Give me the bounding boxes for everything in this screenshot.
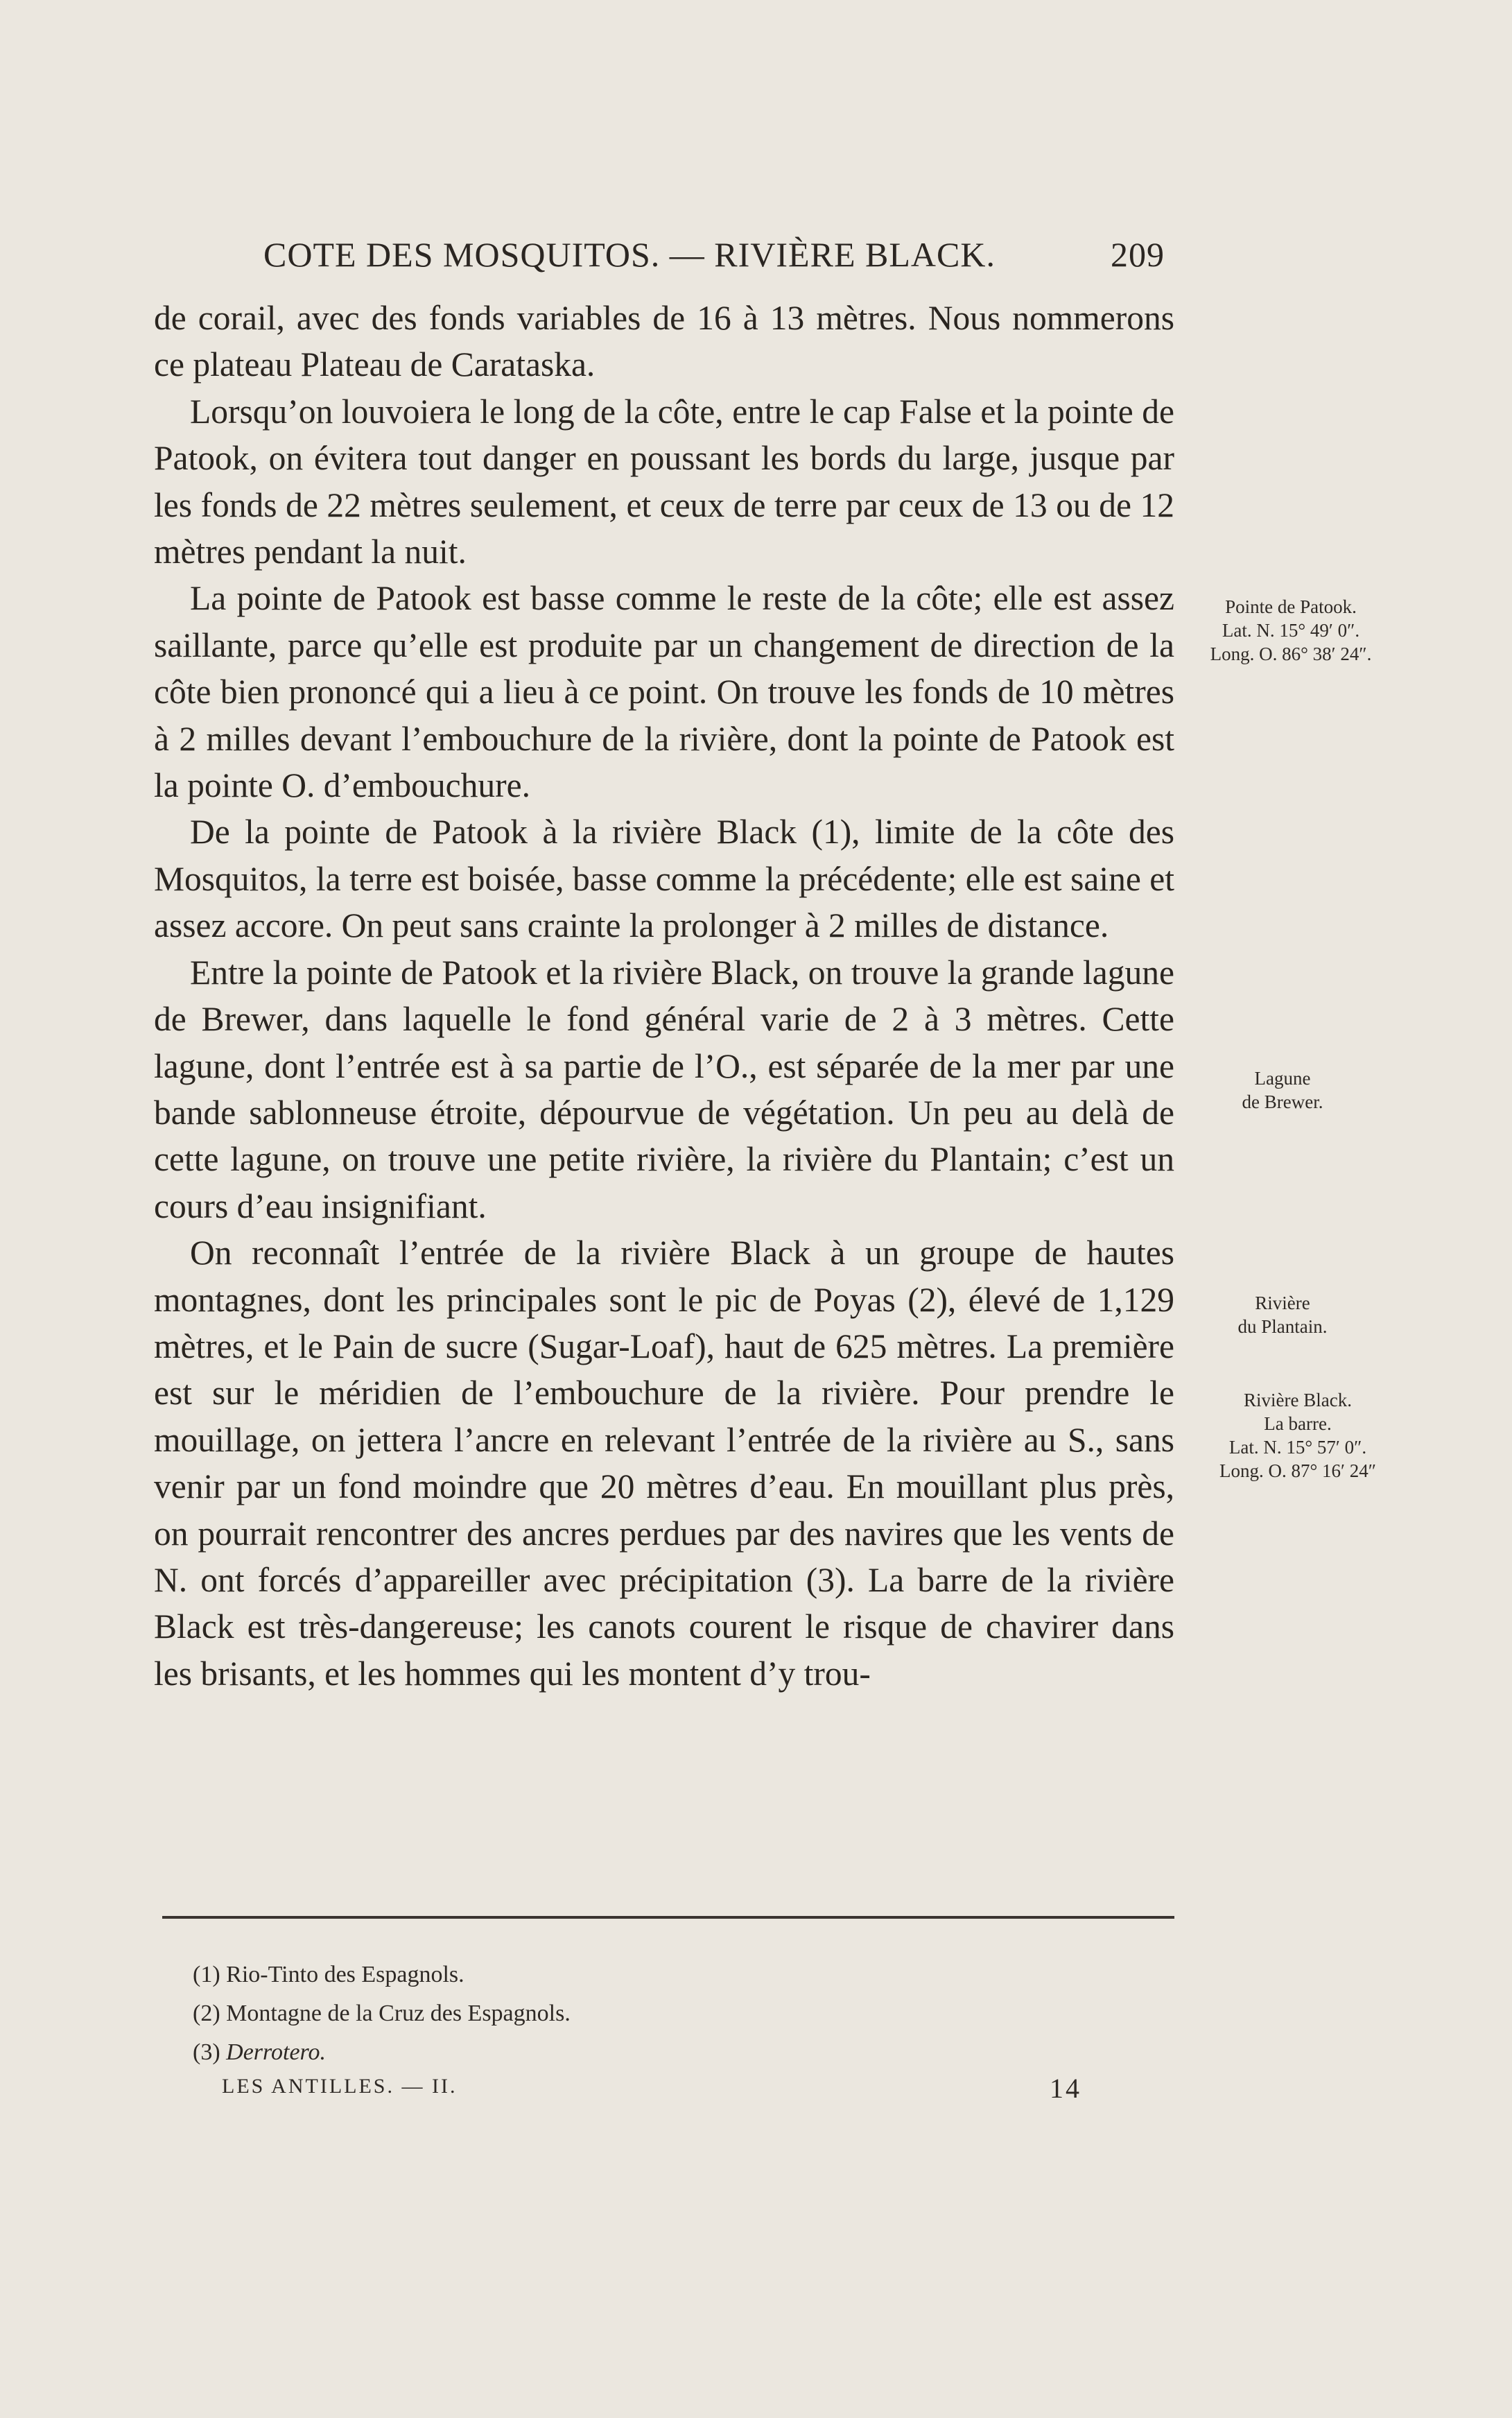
footnote-number: (2) bbox=[193, 2001, 220, 2026]
paragraph: de corail, avec des fonds variables de 16 à 13 mètres. Nous nommerons ce plateau Plateau de Carataska. bbox=[154, 299, 1174, 384]
margin-note-subtitle: La barre. bbox=[1264, 1413, 1332, 1434]
margin-note-line: Rivière bbox=[1255, 1293, 1310, 1313]
margin-note-title: Pointe de Patook. bbox=[1225, 596, 1357, 617]
paragraph: Lorsqu’on louvoiera le long de la côte, entre le cap False et la pointe de Patook, on évitera tout danger en poussant les bords du large, jusque par les fonds de 22 mètres seulement, et ceux de terre par ceux de 13 ou de 12 mètres pendant la nuit. bbox=[154, 392, 1174, 571]
signature-number: 14 bbox=[1050, 2073, 1081, 2104]
margin-note-longitude: Long. O. 86° 38′ 24″. bbox=[1210, 644, 1372, 664]
paragraph: On reconnaît l’entrée de la rivière Black à un groupe de hautes montagnes, dont les principales sont le pic de Poyas (2), élevé de 1,129 mètres, et le Pain de sucre (Sugar-Loaf), haut de 625 mètres. La première est sur le méridien de l’embouchure de la rivière. Pour prendre le mouillage, on jettera l’ancre en relevant l’entrée de la rivière au S., sans venir par un fond moindre que 20 mètres d’eau. En mouillant plus près, on pourrait rencontrer des ancres perdues par des navires que les vents de N. ont forcés d’appareiller avec précipitation (3). La barre de la rivière Black est très-dangereuse; les canots courent le risque de chavirer dans les brisants, et les hommes qui les montent d’y trou- bbox=[154, 1234, 1174, 1693]
header-title: COTE DES MOSQUITOS. — RIVIÈRE BLACK. bbox=[263, 235, 996, 274]
margin-note-plantain bbox=[1220, 1291, 1345, 1338]
footnote bbox=[193, 1955, 571, 1994]
signature-mark: LES ANTILLES. — II. bbox=[222, 2075, 458, 2098]
margin-note-line: du Plantain. bbox=[1237, 1316, 1328, 1337]
margin-note-title: Rivière Black. bbox=[1244, 1390, 1352, 1410]
margin-note-brewer bbox=[1227, 1066, 1338, 1114]
margin-note-latitude: Lat. N. 15° 57′ 0″. bbox=[1228, 1437, 1367, 1458]
footnote-text: Derrotero. bbox=[226, 2039, 327, 2065]
footnote bbox=[193, 2033, 571, 2072]
footnote-number: (3) bbox=[193, 2039, 220, 2065]
page-number: 209 bbox=[1111, 235, 1165, 274]
paragraph: La pointe de Patook est basse comme le reste de la côte; elle est assez saillante, parce qu’elle est produite par un changement de direction de la côte bien prononcé qui a lieu à ce point. On trouve les fonds de 10 mètres à 2 milles devant l’embouchure de la rivière, dont la pointe de Patook est la pointe O. d’embouchure. bbox=[154, 579, 1174, 805]
footnote-text: Montagne de la Cruz des Espagnols. bbox=[226, 2001, 571, 2026]
margin-note-line: de Brewer. bbox=[1242, 1091, 1323, 1112]
body-text bbox=[154, 295, 1174, 1697]
running-header bbox=[263, 234, 1165, 283]
margin-note-patook bbox=[1187, 595, 1395, 666]
footnote-rule bbox=[162, 1916, 1174, 1919]
paragraph: De la pointe de Patook à la rivière Black (1), limite de la côte des Mosquitos, la terre est boisée, basse comme la précédente; elle est saine et assez accore. On peut sans crainte la prolonger à 2 milles de distance. bbox=[154, 813, 1174, 945]
footnote-number: (1) bbox=[193, 1962, 220, 1987]
margin-note-line: Lagune bbox=[1254, 1068, 1311, 1089]
margin-note-latitude: Lat. N. 15° 49′ 0″. bbox=[1222, 620, 1360, 641]
paragraph: Entre la pointe de Patook et la rivière Black, on trouve la grande lagune de Brewer, dans laquelle le fond général varie de 2 à 3 mètres. Cette lagune, dont l’entrée est à sa partie de l’O., est séparée de la mer par une bande sablonneuse étroite, dépourvue de végétation. Un peu au delà de cette lagune, on trouve une petite rivière, la rivière du Plantain; c’est un cours d’eau insignifiant. bbox=[154, 953, 1174, 1225]
footnote bbox=[193, 1994, 571, 2033]
margin-note-longitude: Long. O. 87° 16′ 24″ bbox=[1219, 1460, 1376, 1481]
footnote-text: Rio-Tinto des Espagnols. bbox=[226, 1962, 464, 1987]
footnotes bbox=[193, 1955, 571, 2072]
margin-note-black bbox=[1187, 1388, 1409, 1483]
